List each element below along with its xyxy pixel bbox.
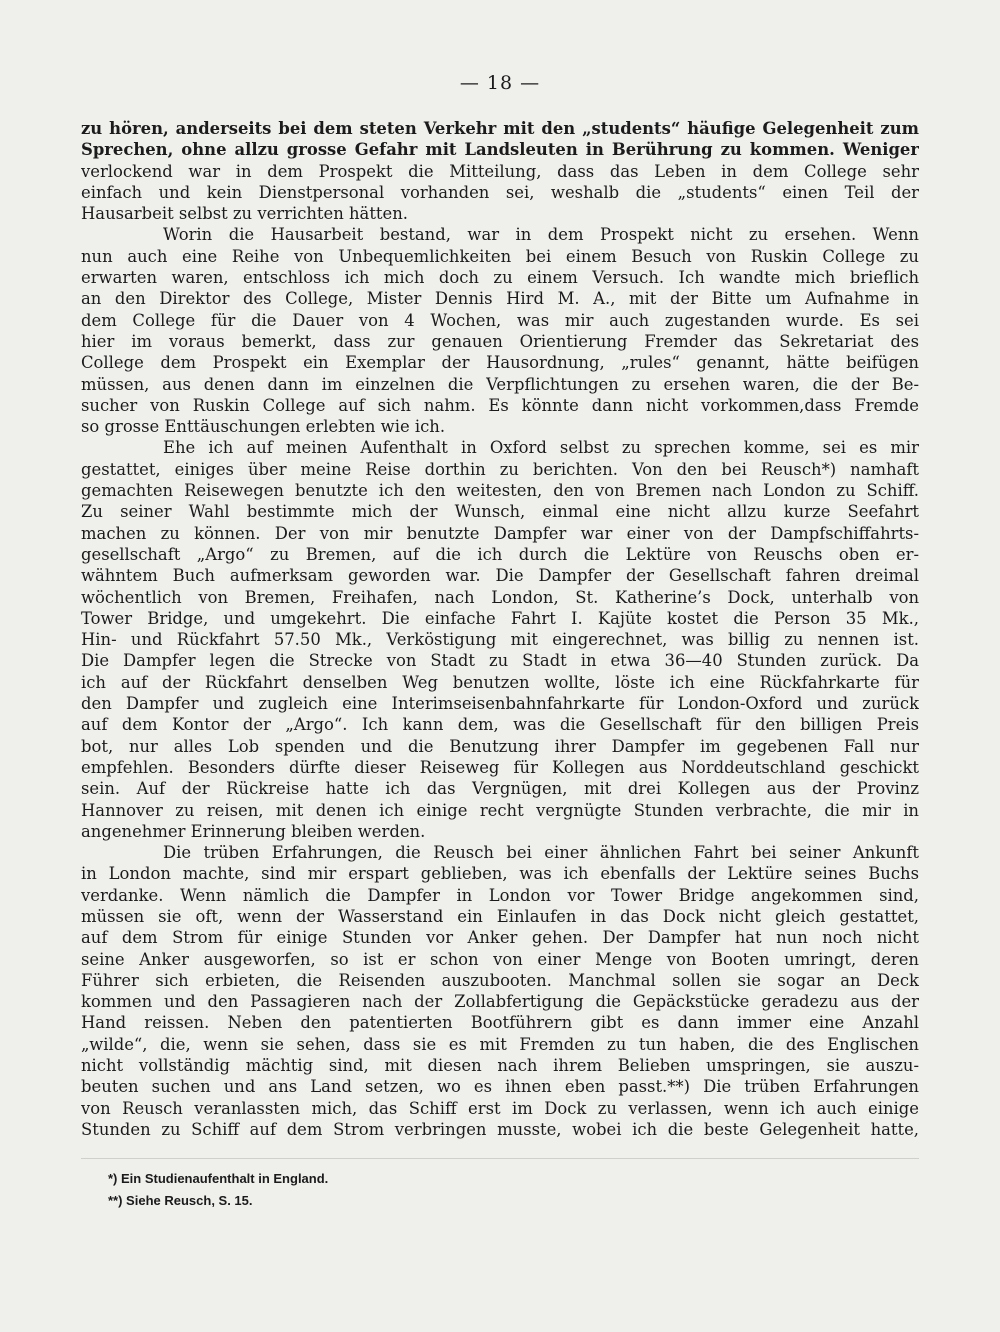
text-line: Ehe ich auf meinen Aufenthalt in Oxford selbst zu sprechen komme, sei es mir xyxy=(163,438,919,458)
text-line: wähntem Buch aufmerksam geworden war. Die Dampfer der Gesellschaft fahren dreimal xyxy=(81,566,919,586)
text-line: Die Dampfer legen die Strecke von Stadt zu Stadt in etwa 36—40 Stunden zurück. Da xyxy=(81,651,919,671)
text-line: Zu seiner Wahl bestimmte mich der Wunsch, einmal eine nicht allzu kurze Seefahrt xyxy=(81,502,919,522)
footnote: **) Siehe Reusch, S. 15. xyxy=(108,1193,253,1208)
text-line: wöchentlich von Bremen, Freihafen, nach London, St. Katherine’s Dock, unterhalb von xyxy=(81,587,919,607)
text-line: hier im voraus bemerkt, dass zur genauen Orientierung Fremder das Sekretariat des xyxy=(81,331,919,351)
text-line: Führer sich erbieten, die Reisenden auszubooten. Manchmal sollen sie sogar an Deck xyxy=(81,970,919,990)
text-line: ich auf der Rückfahrt denselben Weg benutzen wollte, löste ich eine Rückfahrkarte für xyxy=(81,672,919,692)
text-line: College dem Prospekt ein Exemplar der Hausordnung, „rules“ genannt, hätte beifügen xyxy=(81,353,919,373)
footnote-divider xyxy=(81,1158,919,1159)
text-line: Hausarbeit selbst zu verrichten hätten. xyxy=(81,204,408,224)
text-line: an den Direktor des College, Mister Dennis Hird M. A., mit der Bitte um Aufnahme in xyxy=(81,289,919,309)
text-line: auf dem Kontor der „Argo“. Ich kann dem, was die Gesellschaft für den billigen Preis xyxy=(81,715,919,735)
footnote: *) Ein Studienaufenthalt in England. xyxy=(108,1171,329,1186)
text-line: Stunden zu Schiff auf dem Strom verbringen musste, wobei ich die beste Gelegenheit hatte, xyxy=(81,1119,919,1139)
text-line: Die trüben Erfahrungen, die Reusch bei einer ähnlichen Fahrt bei seiner Ankunft xyxy=(163,843,919,863)
text-line: Hand reissen. Neben den patentierten Bootführern gibt es dann immer eine Anzahl xyxy=(81,1013,919,1033)
text-line: müssen, aus denen dann im einzelnen die Verpflichtungen zu ersehen waren, die der Be- xyxy=(81,374,919,394)
text-line: Sprechen, ohne allzu grosse Gefahr mit Landsleuten in Berührung zu kommen. Weniger xyxy=(81,140,919,160)
text-line: nicht vollständig mächtig sind, mit diesen nach ihrem Belieben umspringen, sie auszu- xyxy=(81,1056,919,1076)
text-line: machen zu können. Der von mir benutzte Dampfer war einer von der Dampfschiffahrts- xyxy=(81,523,919,543)
text-line: verdanke. Wenn nämlich die Dampfer in London vor Tower Bridge angekommen sind, xyxy=(81,885,919,905)
text-line: den Dampfer und zugleich eine Interimseisenbahnfahrkarte für London-Oxford und zurück xyxy=(81,694,919,714)
text-line: zu hören, anderseits bei dem steten Verkehr mit den „students“ häufige Gelegenheit zum xyxy=(81,119,919,138)
text-line: gemachten Reisewegen benutzte ich den weitesten, den von Bremen nach London zu Schiff. xyxy=(81,481,919,501)
text-line: seine Anker ausgeworfen, so ist er schon von einer Menge von Booten umringt, deren xyxy=(81,949,919,969)
text-line: von Reusch veranlassten mich, das Schiff erst im Dock zu verlassen, wenn ich auch einige xyxy=(81,1098,919,1118)
text-line: einfach und kein Dienstpersonal vorhanden sei, weshalb die „students“ einen Teil der xyxy=(81,182,919,202)
text-line: kommen und den Passagieren nach der Zollabfertigung die Gepäckstücke geradezu aus der xyxy=(81,992,919,1012)
text-line: erwarten waren, entschloss ich mich doch zu einem Versuch. Ich wandte mich brieflich xyxy=(81,268,919,288)
text-line: gestattet, einiges über meine Reise dorthin zu berichten. Von den bei Reusch*) namhaft xyxy=(81,459,919,479)
text-line: Hannover zu reisen, mit denen ich einige recht vergnügte Stunden verbrachte, die mir in xyxy=(81,800,919,820)
text-line: verlockend war in dem Prospekt die Mitteilung, dass das Leben in dem College sehr xyxy=(81,161,919,181)
text-line: in London machte, sind mir erspart geblieben, was ich ebenfalls der Lektüre seines Buchs xyxy=(81,864,919,884)
text-line: empfehlen. Besonders dürfte dieser Reiseweg für Kollegen aus Norddeutschland geschickt xyxy=(81,757,919,777)
text-line: beuten suchen und ans Land setzen, wo es ihnen eben passt.**) Die trüben Erfahrungen xyxy=(81,1077,919,1097)
page-number: — 18 — xyxy=(459,72,541,94)
footnotes xyxy=(108,1168,328,1212)
text-line: Hin- und Rückfahrt 57.50 Mk., Verköstigung mit eingerechnet, was billig zu nennen ist. xyxy=(81,630,919,650)
body-text xyxy=(81,118,919,1140)
text-line: auf dem Strom für einige Stunden vor Anker gehen. Der Dampfer hat nun noch nicht xyxy=(81,928,919,948)
text-line: angenehmer Erinnerung bleiben werden. xyxy=(81,821,426,841)
text-line: Worin die Hausarbeit bestand, war in dem Prospekt nicht zu ersehen. Wenn xyxy=(163,225,919,245)
text-line: nun auch eine Reihe von Unbequemlichkeiten bei einem Besuch von Ruskin College zu xyxy=(81,246,919,266)
text-line: sucher von Ruskin College auf sich nahm. Es könnte dann nicht vorkommen,dass Fremde xyxy=(81,395,919,415)
text-line: dem College für die Dauer von 4 Wochen, was mir auch zugestanden wurde. Es sei xyxy=(81,310,919,330)
text-line: „wilde“, die, wenn sie sehen, dass sie es mit Fremden zu tun haben, die des Englischen xyxy=(81,1034,919,1054)
text-line: sein. Auf der Rückreise hatte ich das Vergnügen, mit drei Kollegen aus der Provinz xyxy=(81,779,919,799)
text-line: so grosse Enttäuschungen erlebten wie ich. xyxy=(81,417,446,437)
text-line: bot, nur alles Lob spenden und die Benutzung ihrer Dampfer im gegebenen Fall nur xyxy=(81,736,919,756)
text-line: gesellschaft „Argo“ zu Bremen, auf die ich durch die Lektüre von Reuschs oben er- xyxy=(81,544,919,564)
text-line: Tower Bridge, und umgekehrt. Die einfache Fahrt I. Kajüte kostet die Person 35 Mk., xyxy=(81,608,919,628)
text-line: müssen sie oft, wenn der Wasserstand ein Einlaufen in das Dock nicht gleich gestattet, xyxy=(81,906,919,926)
